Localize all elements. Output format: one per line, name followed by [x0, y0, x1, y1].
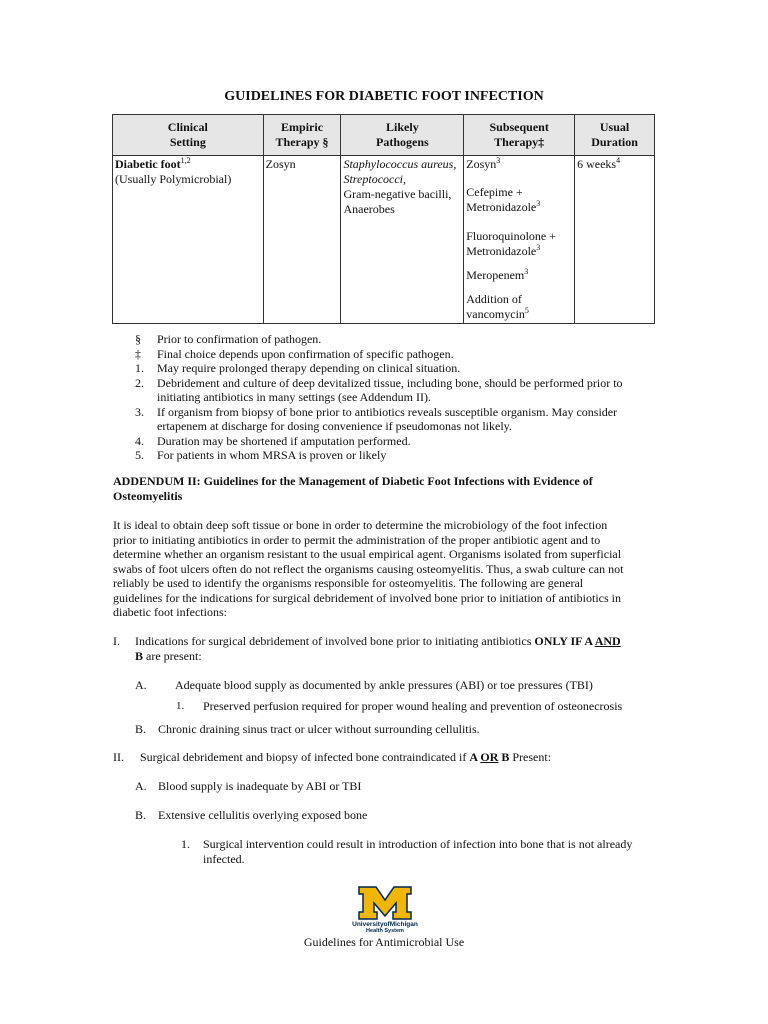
logo-name-line1: UniversityofMichigan [352, 921, 418, 928]
section-2-b-text: Extensive cellulitis overlying exposed bone [158, 808, 368, 822]
cell-empiric-therapy: Zosyn [263, 156, 341, 324]
header-subsequent-therapy: Subsequent Therapy‡ [464, 115, 575, 156]
university-of-michigan-logo [352, 885, 418, 933]
table-row [113, 156, 655, 324]
section-1-b-mark: B. [135, 722, 147, 736]
intro-paragraph: It is ideal to obtain deep soft tissue or bone in order to determine the microbiology of the foot infection prior to initiating antibiotics in order to permit the administration of the proper antibiotic agent and to determine whether an organism resistant to the usual empirical agent. Organisms isolated from superficial swabs of foot ulcers often do not reflect the organisms causing osteomyelitis. Thus, a swab culture can not reliably be used to identify the organisms responsible for osteomyelitis. The following are general guidelines for the indications for surgical debridement of involved bone prior to initiation of antibiotics in diabetic foot infections: [113, 518, 624, 619]
header-clinical-setting: Clinical Setting [113, 115, 264, 156]
footnote-item: ‡ Final choice depends upon confirmation of specific pathogen. [135, 346, 454, 361]
page-title: GUIDELINES FOR DIABETIC FOOT INFECTION [224, 89, 544, 104]
logo-name-line2: Health System [366, 928, 404, 933]
section-2-number: II. [113, 750, 124, 764]
footnote-item: 4. Duration may be shortened if amputation performed. [135, 433, 411, 448]
section-2-b1-text: Surgical intervention could result in introduction of infection into bone that is not already infected. [203, 837, 633, 866]
footnote-item: 2. Debridement and culture of deep devitalized tissue, including bone, should be performed prior to initiating antibiotics in many settings (see Addendum II). [135, 375, 623, 404]
footnote-item: § Prior to confirmation of pathogen. [135, 332, 322, 346]
section-1-a-text: Adequate blood supply as documented by ankle pressures (ABI) or toe pressures (TBI) [175, 678, 593, 692]
cell-likely-pathogens: Staphylococcus aureus, Streptococci, Gram-negative bacilli, Anaerobes [341, 156, 464, 324]
block-m-icon [359, 887, 411, 919]
cell-clinical-setting: Diabetic foot$^{1,2}$ (Usually Polymicrobial) [113, 156, 264, 324]
section-2-a-text: Blood supply is inadequate by ABI or TBI [158, 779, 362, 793]
header-usual-duration: Usual Duration [575, 115, 655, 156]
cell-usual-duration: 6 weeks$^4$ [575, 156, 655, 324]
section-1-a1-text: Preserved perfusion required for proper wound healing and prevention of osteonecrosis [203, 699, 623, 713]
footnote-item: 3. If organism from biopsy of bone prior to antibiotics reveals susceptible organism. May consider ertapenem at discharge for dosing convenience if pseudomonas not likely. [135, 404, 618, 433]
footnote-item: 1. May require prolonged therapy depending on clinical situation. [135, 361, 461, 375]
section-1-a1-mark: 1. [176, 700, 185, 712]
section-2-b-mark: B. [135, 808, 147, 822]
section-2-heading: Surgical debridement and biopsy of infected bone contraindicated if A OR B Present: [140, 750, 552, 764]
section-2-a-mark: A. [135, 779, 147, 793]
footnotes [135, 332, 655, 463]
section-1-b-text: Chronic draining sinus tract or ulcer without surrounding cellulitis. [158, 722, 480, 736]
addendum-heading: ADDENDUM II: Guidelines for the Management of Diabetic Foot Infections with Evidence of Osteomyelitis [113, 474, 593, 503]
section-2-b1-mark: 1. [181, 837, 190, 851]
section-1-heading: Indications for surgical debridement of involved bone prior to initiating antibiotics ONLY IF A AND B are present: [135, 634, 621, 663]
cell-subsequent-therapy: Zosyn$^3$ Cefepime + Metronidazole$^3$ Fluoroquinolone + Metronidazole$^3$ Meropenem$^3$ Addition of vancomycin$^5$ [464, 156, 575, 324]
header-empiric-therapy: Empiric Therapy § [263, 115, 341, 156]
section-1-number: I. [113, 634, 120, 648]
guidelines-table [112, 114, 655, 324]
section-1-a-mark: A. [135, 678, 147, 692]
table-header-row [113, 115, 655, 156]
footnote-item: 5. For patients in whom MRSA is proven or likely [135, 448, 387, 462]
header-likely-pathogens: Likely Pathogens [341, 115, 464, 156]
footer-text: Guidelines for Antimicrobial Use [303, 935, 465, 949]
